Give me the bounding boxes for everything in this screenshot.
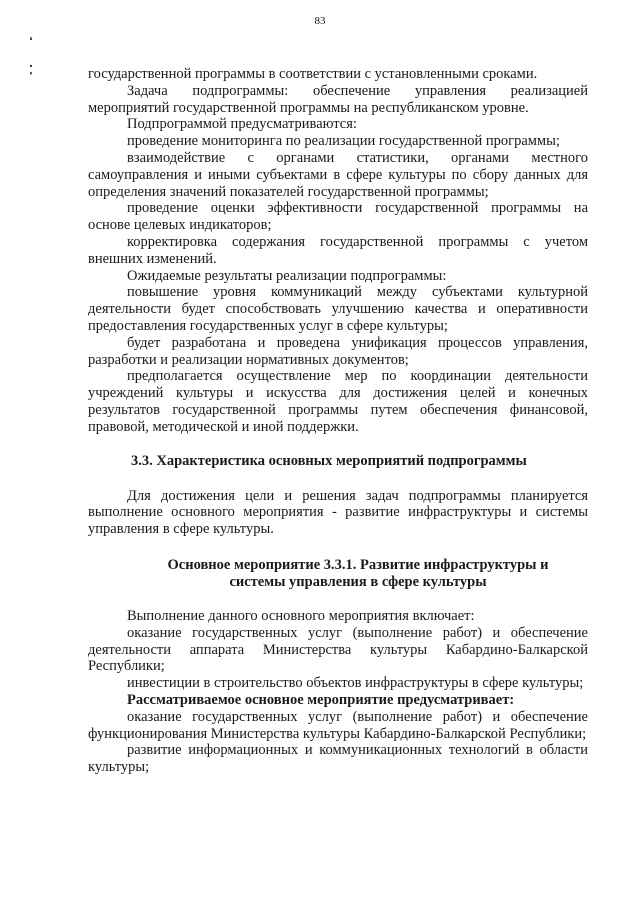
- paragraph-coordination: предполагается осуществление мер по координации деятельности учреждений культуры и искусства для достижения целей и конечных результатов государственной программы путем обеспечения финансовой, правовой, методической и иной поддержки.: [88, 368, 588, 435]
- paragraph-communications: повышение уровня коммуникаций между субъектами культурной деятельности будет способствовать улучшению качества и оперативности предоставления государственных услуг в сфере культуры;: [88, 284, 588, 334]
- sub-heading-line-2: системы управления в сфере культуры: [229, 573, 487, 590]
- page-number: 83: [314, 15, 326, 27]
- sub-heading: [88, 557, 588, 591]
- document-body: [88, 66, 588, 776]
- paragraph-investments: инвестиции в строительство объектов инфраструктуры в сфере культуры;: [127, 675, 584, 692]
- paragraph-interaction: взаимодействие с органами статистики, органами местного самоуправления и иными субъектами в сфере культуры по сбору данных для определения значений показателей государственной программы;: [88, 149, 588, 200]
- paragraph-task: Задача подпрограммы: обеспечение управления реализацией мероприятий государственной программы на республиканском уровне.: [88, 82, 588, 116]
- paragraph-services-ministry: оказание государственных услуг (выполнение работ) и обеспечение функционирования Министерства культуры Кабардино-Балкарской Республики;: [88, 708, 588, 742]
- margin-mark-bottom: ⁚: [29, 63, 33, 77]
- section-heading: 3.3. Характеристика основных мероприятий подпрограммы: [131, 452, 527, 469]
- paragraph-ict: развитие информационных и коммуникационных технологий в области культуры;: [88, 742, 588, 776]
- paragraph-continuation: государственной программы в соответствии с установленными сроками.: [88, 66, 538, 82]
- sub-heading-line-1: Основное мероприятие 3.3.1. Развитие инфраструктуры и: [167, 556, 549, 573]
- paragraph-correction: корректировка содержания государственной программы с учетом внешних изменений.: [88, 233, 588, 267]
- paragraph-provisions-intro: Подпрограммой предусматриваются:: [127, 116, 357, 133]
- paragraph-includes-intro: Выполнение данного основного мероприятия включает:: [127, 607, 475, 624]
- paragraph-monitoring: проведение мониторинга по реализации государственной программы;: [127, 133, 560, 150]
- margin-mark-top: ‘: [29, 33, 33, 47]
- paragraph-evaluation: проведение оценки эффективности государственной программы на основе целевых индикаторов;: [88, 200, 588, 234]
- paragraph-results-intro: Ожидаемые результаты реализации подпрограммы:: [127, 267, 447, 284]
- paragraph-services-apparatus: оказание государственных услуг (выполнение работ) и обеспечение деятельности аппарата Министерства культуры Кабардино-Балкарской Республики;: [88, 624, 588, 675]
- paragraph-provides-intro: Рассматриваемое основное мероприятие предусматривает:: [127, 691, 515, 708]
- paragraph-section-intro: Для достижения цели и решения задач подпрограммы планируется выполнение основного мероприятия - развитие инфраструктуры и системы управления в сфере культуры.: [88, 487, 588, 538]
- paragraph-unification: будет разработана и проведена унификация процессов управления, разработки и реализации нормативных документов;: [88, 334, 588, 368]
